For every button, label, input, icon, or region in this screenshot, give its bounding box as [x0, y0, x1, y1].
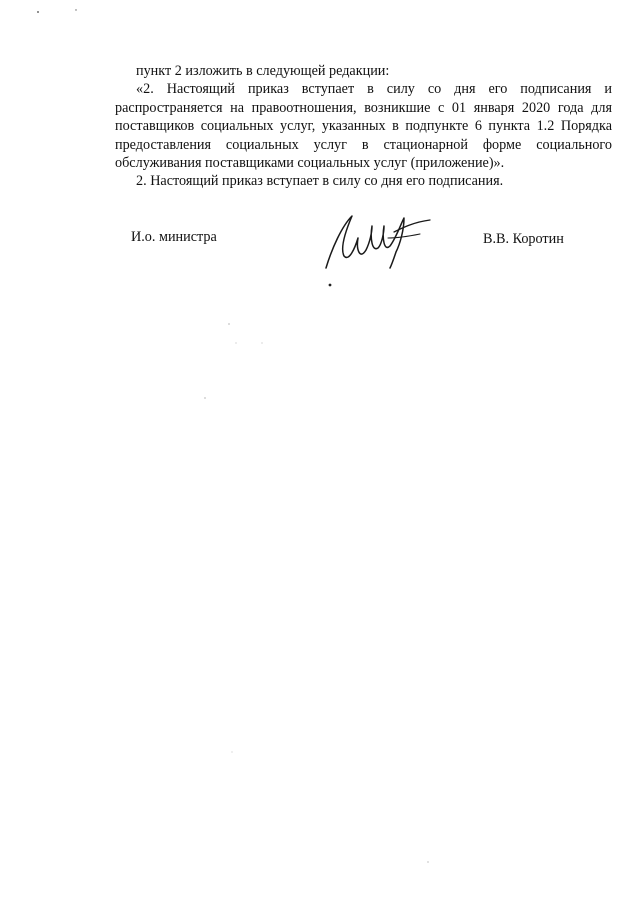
signatory-role: И.о. министра [131, 229, 217, 245]
handwritten-signature [322, 208, 434, 270]
paragraph-intro: пункт 2 изложить в следующей редакции: [136, 63, 390, 79]
document-body [115, 62, 612, 191]
paragraph-quoted-amendment: «2. Настоящий приказ вступает в силу со дня его подписания и распространяется на правоотношения, возникшие с 01 января 2020 года для поставщиков социальных услуг, указанных в подпункте 6 пункта 1.2 Порядка предоставления социальных услуг в стационарной форме социального обслуживания поставщиками социальных услуг (приложение)». [115, 81, 612, 172]
paragraph-item-2: 2. Настоящий приказ вступает в силу со дня его подписания. [136, 173, 504, 190]
signatory-name: В.В. Коротин [483, 231, 564, 247]
